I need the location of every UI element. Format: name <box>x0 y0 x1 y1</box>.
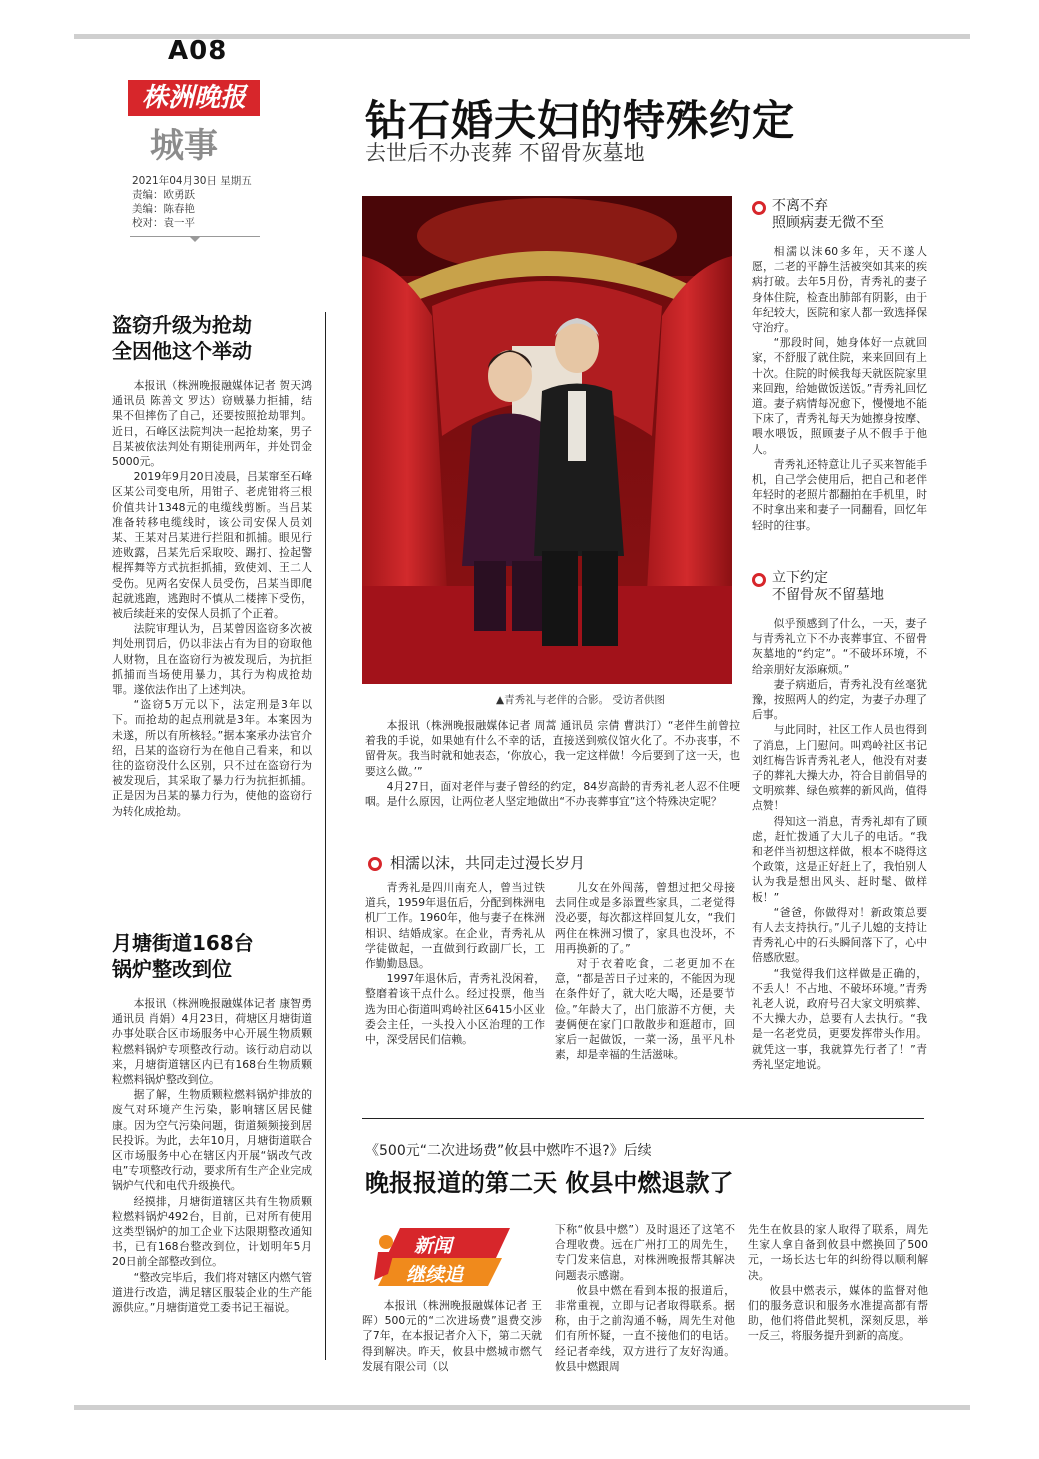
follow-col2 <box>555 1222 735 1374</box>
section1-col2-p2: 对于衣着吃食，二老更加不在意，“都是苦日子过来的，不能因为现在条件好了，就大吃大喝，还是要节俭。”年龄大了，出门旅游不方便，夫妻俩便在家门口散散步和逛超市，回家后一起做饭，一菜一汤，虽平凡朴素，却是幸福的生活滋味。 <box>555 957 735 1062</box>
theft-p1: 本报讯（株洲晚报融媒体记者 贺天鸿 通讯员 陈善文 罗达）窃贼暴力拒捕，结果不但摔伤了自己，还要按照抢劫罪判。近日，石峰区法院判决一起抢劫案，男子吕某被依法判处有期徒刑两年，并处罚金5000元。 <box>112 379 312 469</box>
main-intro-p2: 4月27日，面对老伴与妻子曾经的约定，84岁高龄的青秀礼老人忍不住哽咽。是什么原因，让两位老人坚定地做出“不办丧葬事宜”这个特殊决定呢？ <box>365 779 740 809</box>
theft-headline-line1: 盗窃升级为抢劫 <box>112 313 252 337</box>
edition-meta <box>132 174 252 230</box>
boiler-headline-line1: 月塘街道168台 <box>112 931 254 955</box>
section-bullet-icon <box>752 201 766 215</box>
follow-divider <box>362 1118 924 1119</box>
left-article-theft <box>112 312 312 819</box>
section-bullet-icon <box>368 857 382 871</box>
follow-col3 <box>748 1222 928 1344</box>
section-title: 城事 <box>150 126 218 166</box>
section1-col2 <box>555 880 735 1062</box>
bottom-rule <box>74 1405 970 1410</box>
side-column-1 <box>752 198 927 533</box>
follow-col1 <box>362 1298 542 1374</box>
section1-heading-text: 相濡以沫，共同走过漫长岁月 <box>390 854 586 872</box>
section1-col1-p2: 1997年退休后，青秀礼没闲着，整磨着该干点什么。经过投票，他当选为田心街道叫鸡岭社区6415小区业委会主任，一头投入小区治理的工作中，深受居民们信赖。 <box>365 972 545 1047</box>
newspaper-logo: 株洲晚报 <box>128 80 260 116</box>
side1-p1: 相濡以沫60多年，天不遂人愿，二老的平静生活被突如其来的疾病打破。去年5月份，青秀礼的妻子身体住院，检查出肺部有阴影，由于年纪较大，医院和家人都一致选择保守治疗。 <box>752 245 927 335</box>
side1-p2: “那段时间，她身体好一点就回家，不舒服了就住院，来来回回有上十次。住院的时候我每天就医院家里来回跑，给她做饭送饭。”青秀礼回忆道。妻子病情每况愈下，慢慢地不能下床了，青秀礼每天为她擦身按摩、喂水喂饭，照顾妻子从不假手于他人。 <box>752 336 927 456</box>
theft-p4: “盗窃5万元以下，法定刑是3年以下。而抢劫的起点刑就是3年。本案因为未遂，所以有所核轻。”据本案承办法官介绍，吕某的盗窃行为在他自己看来，和以往的盗窃没什么区别，只不过在盗窃行为被发现后，其采取了暴力行为抗拒抓捕。正是因为吕某的暴力行为，使他的盗窃行为转化成抢劫。 <box>112 698 312 818</box>
couple-photo-illustration <box>362 196 732 684</box>
section1-col1 <box>365 880 545 1047</box>
left-article-boiler <box>112 930 312 1315</box>
designer: 美编：陈春艳 <box>132 203 195 215</box>
side2-p1: 似乎预感到了什么，一天，妻子与青秀礼立下不办丧葬事宜、不留骨灰墓地的“约定”。“不破坏环境，不给亲朋好友添麻烦。” <box>752 617 927 676</box>
boiler-p1: 本报讯（株洲晚报融媒体记者 康智勇 通讯员 肖娟）4月23日，荷塘区月塘街道办事处联合区市场服务中心开展生物质颗粒燃料锅炉专项整改行动。该行动启动以来，月塘街道辖区内已有168台生物质颗粒燃料锅炉整改到位。 <box>112 997 312 1087</box>
main-intro <box>365 718 740 809</box>
side2-p3: 与此同时，社区工作人员也得到了消息，上门慰问。叫鸡岭社区书记刘红梅告诉青秀礼老人，他没有对妻子的葬礼大操大办，符合目前倡导的文明殡葬、绿色殡葬的新风尚，值得点赞！ <box>752 723 927 813</box>
side1-heading <box>752 198 927 232</box>
side2-heading-line2: 不留骨灰不留墓地 <box>772 587 884 603</box>
boiler-headline-line2: 锅炉整改到位 <box>112 957 232 981</box>
page-number: A08 <box>168 36 228 66</box>
side2-heading-line1: 立下约定 <box>772 570 828 586</box>
main-intro-p1: 本报讯（株洲晚报融媒体记者 周蒿 通讯员 宗倩 曹洪汀）“老伴生前曾拉着我的手说，如果她有什么不幸的话，直接送到殡仪馆火化了。不办丧事，不留骨灰。我当时就和她表态，‘你放心，我一定这样做！今后要到了这一天，也要这么做。’” <box>365 719 740 778</box>
follow-col2-p2: 攸县中燃在看到本报的报道后，非常重视，立即与记者取得联系。据称，由于之前沟通不畅，周先生对他们有所怀疑，一直不接他们的电话。经记者牵线，双方进行了友好沟通。攸县中燃跟周 <box>555 1283 735 1373</box>
side2-p4: 得知这一消息，青秀礼却有了顾虑，赶忙拨通了大儿子的电话。“我和老伴当初想这样做，根本不晓得这个政策，这是正好赶上了，我怕别人认为我是想出风头、赶时髦、做样板！” <box>752 814 927 904</box>
section1-col2-p1: 儿女在外闯荡，曾想过把父母接去同住或是多添置些家具，二老觉得没必要，每次都这样回复儿女，“我们两住在株洲习惯了，家具也没坏，不用再换新的了。” <box>555 881 735 955</box>
theft-headline-line2: 全因他这个举动 <box>112 339 252 363</box>
badge-line1: 新闻 <box>414 1235 453 1257</box>
side1-heading-line1: 不离不弃 <box>772 198 828 214</box>
follow-intro: 《500元“二次进场费”攸县中燃咋不退?》后续 <box>365 1143 652 1159</box>
follow-col3-p2: 攸县中燃表示，媒体的监督对他们的服务意识和服务水准提高都有帮助，他们将借此契机，深刻反思，举一反三，将服务提升到新的高度。 <box>748 1283 928 1343</box>
section1-col1-p1: 青秀礼是四川南充人，曾当过铁道兵，1959年退伍后，分配到株洲电机厂工作。1960年，他与妻子在株洲相识、结婚成家。在企业，青秀礼从学徒做起，一直做到行政副厂长，工作勤勤恳恳。 <box>365 881 545 971</box>
side1-heading-line2: 照顾病妻无微不至 <box>772 215 884 231</box>
couple-photo <box>362 196 732 684</box>
main-headline: 钻石婚夫妇的特殊约定 <box>365 96 796 145</box>
boiler-p3: 经摸排，月塘街道辖区共有生物质颗粒燃料锅炉492台，目前，已对所有使用这类型锅炉的加工企业下达限期整改通知书，已有168台整改到位，计划明年5月20日前全部整改到位。 <box>112 1194 312 1269</box>
theft-p3: 法院审理认为，吕某曾因盗窃多次被判处刑罚后，仍以非法占有为目的窃取他人财物，且在盗窃行为被发现后，为抗拒抓捕而当场使用暴力，其行为构成抢劫罪。遂依法作出了上述判决。 <box>112 622 312 697</box>
side2-p5: “爸爸，你做得对！新政策总要有人去支持执行。”儿子儿媳的支持让青秀礼心中的石头瞬间落下了，心中倍感欣慰。 <box>752 905 927 965</box>
theft-p2: 2019年9月20日凌晨，吕某窜至石峰区某公司变电所，用钳子、老虎钳将三根价值共计1348元的电缆线剪断。当吕某准备转移电缆线时，该公司安保人员刘某、王某对吕某进行拦阻和抓捕。眼见行迹败露，吕某先后采取咬、踢打、捡起警棍挥舞等方式抗拒抓捕，致使刘、王二人受伤。见两名安保人员受伤，吕某当即爬起就逃跑，逃跑时不慎从二楼摔下受伤，被后续赶来的安保人员抓了个正着。 <box>112 470 312 621</box>
proofreader: 校对：袁一平 <box>132 217 195 229</box>
edition-date: 2021年04月30日 星期五 <box>132 175 252 187</box>
side1-p3: 青秀礼还特意让儿子买来智能手机，自己学会使用后，把自己和老伴年轻时的老照片都翻拍在手机里，时不时拿出来和妻子一同翻看，回忆年轻时的往事。 <box>752 457 927 532</box>
news-follow-badge <box>370 1222 520 1292</box>
follow-col3-p1: 先生在攸县的家人取得了联系，周先生家人拿自备到攸县中燃换回了500元，一场长达七年的纠纷得以顺利解决。 <box>748 1223 928 1282</box>
badge-line2: 继续追 <box>406 1264 464 1286</box>
boiler-p4: “整改完毕后，我们将对辖区内燃气管道进行改造，满足辖区服装企业的生产能源供应。”月塘街道党工委书记王福说。 <box>112 1270 312 1315</box>
follow-headline: 晚报报道的第二天 攸县中燃退款了 <box>365 1169 734 1197</box>
main-subheadline: 去世后不办丧葬 不留骨灰墓地 <box>365 141 645 165</box>
side2-p2: 妻子病逝后，青秀礼没有丝毫犹豫，按照两人的约定，为妻子办理了后事。 <box>752 677 927 722</box>
meta-divider-notch <box>189 236 201 242</box>
left-column-rule <box>325 312 326 1360</box>
section-bullet-icon <box>752 573 766 587</box>
side-column-2 <box>752 570 927 1072</box>
photo-caption: ▲青秀礼与老伴的合影。 受访者供图 <box>496 694 665 706</box>
follow-col2-p1: 下称“攸县中燃”）及时退还了这笔不合理收费。远在广州打工的周先生，专门发来信息，对株洲晚报帮其解决问题表示感谢。 <box>555 1223 735 1282</box>
side2-p6: “我觉得我们这样做是正确的，不丢人！不占地、不破坏环境。”青秀礼老人说，政府号召大家文明殡葬、不大操大办，总要有人去执行。“我是一名老党员，更要发挥带头作用。就凭这一事，我就算先行者了！”青秀礼坚定地说。 <box>752 966 927 1071</box>
side2-heading <box>752 570 927 604</box>
section1-heading <box>368 852 585 873</box>
editor: 责编：欧勇跃 <box>132 189 195 201</box>
follow-col1-p1: 本报讯（株洲晚报融媒体记者 王晖）500元的“二次进场费”退费交涉了7年，在本报记者介入下，第二天就得到解决。昨天，攸县中燃城市燃气发展有限公司（以 <box>362 1299 542 1373</box>
boiler-p2: 据了解，生物质颗粒燃料锅炉排放的废气对环境产生污染，影响辖区居民健康。因为空气污染问题，街道频频接到居民投诉。为此，去年10月，月塘街道联合区市场服务中心在辖区内开展“锅改气改电”专项整改行动，要求所有生产企业完成锅炉气代和电代升级换代。 <box>112 1088 312 1193</box>
